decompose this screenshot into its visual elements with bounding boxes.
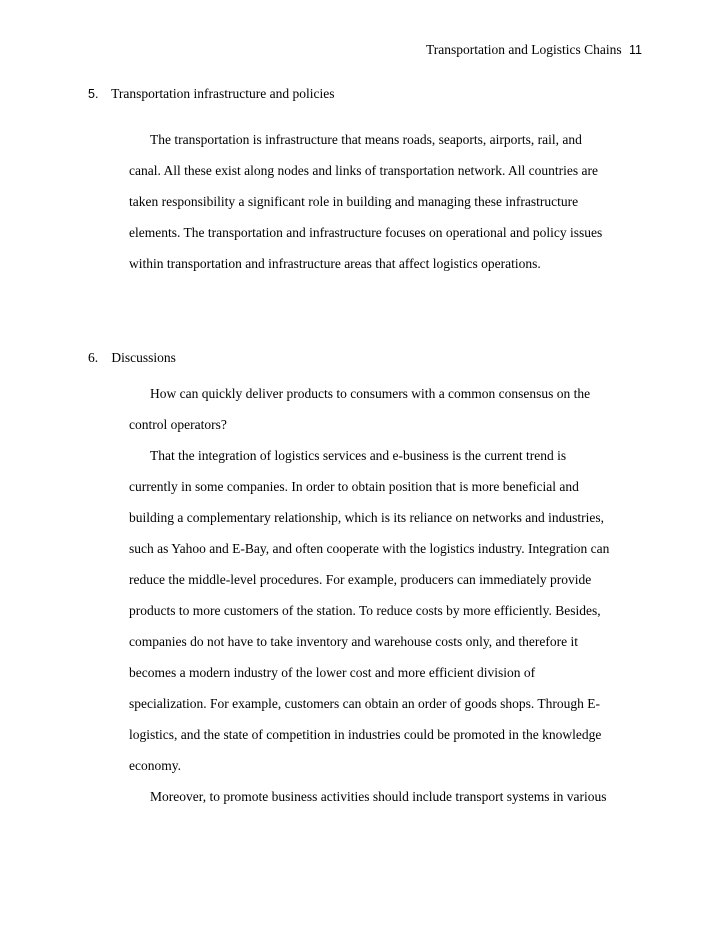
header-title: Transportation and Logistics Chains — [426, 42, 622, 57]
paragraph-line: That the integration of logistics services and e-business is the current trend is — [150, 448, 567, 463]
section-5-heading — [88, 86, 334, 102]
paragraph-line: The transportation is infrastructure that means roads, seaports, airports, rail, and — [150, 132, 582, 147]
paragraph-line: currently in some companies. In order to obtain position that is more beneficial and — [129, 479, 579, 494]
section-6-number: 6. — [88, 350, 99, 365]
paragraph-line: control operators? — [129, 417, 227, 432]
section-6-title: Discussions — [111, 350, 176, 365]
paragraph-line: taken responsibility a significant role in building and managing these infrastructure — [129, 194, 579, 209]
section-5-body — [129, 124, 649, 279]
page-number: 11 — [629, 43, 642, 57]
section-5-number: 5. — [88, 87, 99, 101]
paragraph-line: logistics, and the state of competition in industries could be promoted in the knowledge — [129, 727, 602, 742]
paragraph-line: products to more customers of the station. To reduce costs by more efficiently. Besides, — [129, 603, 601, 618]
paragraph-line: building a complementary relationship, which is its reliance on networks and industries, — [129, 510, 605, 525]
paragraph-line: such as Yahoo and E-Bay, and often cooperate with the logistics industry. Integration can — [129, 541, 610, 556]
paragraph-line: reduce the middle-level procedures. For example, producers can immediately provide — [129, 572, 592, 587]
section-6-heading — [88, 350, 176, 366]
paragraph-line: specialization. For example, customers can obtain an order of goods shops. Through E- — [129, 696, 601, 711]
running-header — [426, 42, 642, 58]
section-6-body — [129, 378, 649, 812]
paragraph-line: economy. — [129, 758, 181, 773]
section-5-title: Transportation infrastructure and policies — [111, 86, 335, 101]
paragraph-line: becomes a modern industry of the lower cost and more efficient division of — [129, 665, 536, 680]
paragraph-line: within transportation and infrastructure areas that affect logistics operations. — [129, 256, 541, 271]
paragraph-line: companies do not have to take inventory and warehouse costs only, and therefore it — [129, 634, 578, 649]
paragraph-line: How can quickly deliver products to consumers with a common consensus on the — [150, 386, 591, 401]
paragraph-line: Moreover, to promote business activities should include transport systems in various — [150, 789, 607, 804]
paragraph-line: elements. The transportation and infrastructure focuses on operational and policy issues — [129, 225, 603, 240]
paragraph-line: canal. All these exist along nodes and links of transportation network. All countries are — [129, 163, 599, 178]
